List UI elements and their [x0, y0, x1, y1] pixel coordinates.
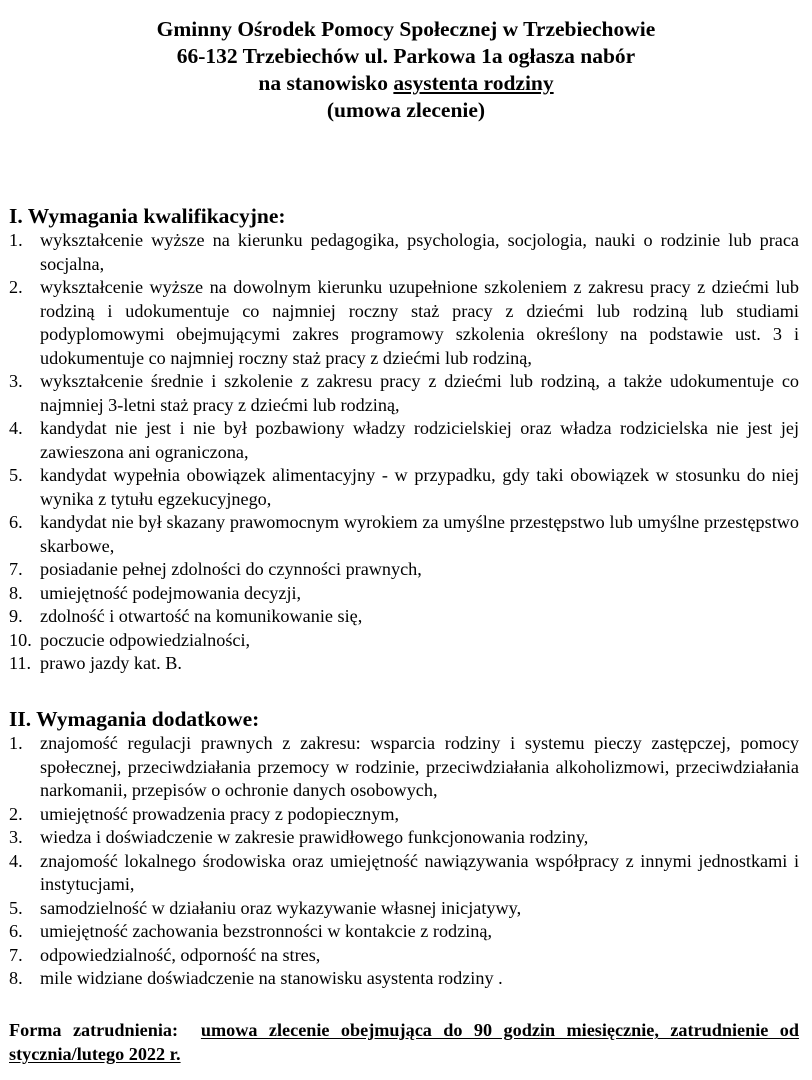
list-item	[9, 967, 799, 991]
list-number: 8.	[9, 968, 23, 988]
list-item	[9, 370, 799, 417]
list-number: 11.	[9, 653, 32, 673]
list-number: 1.	[9, 230, 23, 250]
document-header	[0, 16, 812, 124]
section-title: II. Wymagania dodatkowe:	[9, 707, 260, 731]
list-text: zdolność i otwartość na komunikowanie się,	[40, 606, 363, 626]
list-text: znajomość lokalnego środowiska oraz umiejętność nawiązywania współpracy z innymi jednostkami i instytucjami,	[40, 850, 799, 894]
section-title: I. Wymagania kwalifikacyjne:	[9, 204, 286, 228]
list-item	[9, 229, 799, 276]
list-text: znajomość regulacji prawnych z zakresu: wsparcia rodziny i systemu pieczy zastępczej, pomocy społecznej, przeciwdziałania przemocy w rodzinie, przeciwdziałania alkoholizmowi, przeciwdziałania narkomanii, przepisów o ochronie danych osobowych,	[40, 733, 799, 800]
list-item	[9, 629, 799, 653]
list-number: 7.	[9, 559, 23, 579]
list-text: poczucie odpowiedzialności,	[40, 629, 251, 650]
header-organization: Gminny Ośrodek Pomocy Społecznej w Trzebiechowie	[156, 17, 656, 41]
list-number: 7.	[9, 944, 23, 965]
list-text: odpowiedzialność, odporność na stres,	[40, 944, 321, 965]
list-item	[9, 276, 799, 370]
list-text: wykształcenie wyższe na dowolnym kierunku uzupełnione szkoleniem z zakresu pracy z dziećmi lub rodziną i udokumentuje co najmniej roczny staż pracy z dziećmi lub rodziną lub studiami podyplomowymi obejmującymi zakres programowy szkolenia określony na podstawie ust. 3 i udokumentuje co najmniej roczny staż pracy z dziećmi lub rodziną,	[40, 277, 799, 368]
list-number: 5.	[9, 897, 23, 918]
list-item	[9, 582, 799, 606]
list-text: umiejętność podejmowania decyzji,	[40, 582, 302, 603]
list-text: wykształcenie wyższe na kierunku pedagogika, psychologia, socjologia, nauki o rodzinie lub praca socjalna,	[40, 230, 799, 274]
list-item	[9, 417, 799, 464]
list-number: 10.	[9, 629, 32, 650]
list-text: kandydat nie jest i nie był pozbawiony władzy rodzicielskiej oraz władza rodzicielska nie jest jej zawieszona ani ograniczona,	[40, 418, 799, 462]
employment-form	[9, 1018, 799, 1066]
list-item	[9, 558, 799, 582]
list-item	[9, 652, 799, 676]
list-number: 6.	[9, 921, 23, 941]
list-item	[9, 826, 799, 850]
requirements-list	[9, 732, 799, 991]
list-text: posiadanie pełnej zdolności do czynności prawnych,	[40, 559, 422, 579]
list-text: wykształcenie średnie i szkolenie z zakresu pracy z dziećmi lub rodziną, a także udokumentuje co najmniej 3-letni staż pracy z dziećmi lub rodziną,	[40, 371, 799, 415]
list-item	[9, 732, 799, 803]
list-text: kandydat wypełnia obowiązek alimentacyjny - w przypadku, gdy taki obowiązek w stosunku do niej wynika z tytułu egzekucyjnego,	[40, 465, 799, 509]
list-number: 3.	[9, 827, 23, 847]
list-number: 6.	[9, 512, 23, 532]
list-text: samodzielność w działaniu oraz wykazywanie własnej inicjatywy,	[40, 897, 522, 918]
section-qualification-requirements	[9, 203, 799, 676]
list-item	[9, 850, 799, 897]
employment-form-value: umowa zlecenie obejmująca do 90 godzin miesięcznie, zatrudnienie od stycznia/lutego 2022 r.	[9, 1020, 799, 1064]
list-item	[9, 944, 799, 968]
list-number: 2.	[9, 803, 23, 824]
list-number: 9.	[9, 606, 23, 626]
list-item	[9, 920, 799, 944]
list-text: mile widziane doświadczenie na stanowisku asystenta rodziny .	[40, 968, 503, 988]
list-item	[9, 464, 799, 511]
list-item	[9, 897, 799, 921]
list-number: 8.	[9, 582, 23, 603]
list-text: wiedza i doświadczenie w zakresie prawidłowego funkcjonowania rodziny,	[40, 827, 589, 847]
requirements-list	[9, 229, 799, 676]
list-number: 4.	[9, 418, 23, 438]
employment-form-label: Forma zatrudnienia:	[9, 1020, 179, 1040]
list-text: umiejętność zachowania bezstronności w kontakcie z rodziną,	[40, 921, 492, 941]
list-text: prawo jazdy kat. B.	[40, 653, 182, 673]
list-number: 2.	[9, 277, 23, 297]
list-item	[9, 605, 799, 629]
header-contract-type: (umowa zlecenie)	[326, 98, 486, 122]
list-number: 5.	[9, 465, 23, 485]
list-number: 4.	[9, 850, 23, 871]
list-item	[9, 511, 799, 558]
header-position-prefix: na stanowisko	[258, 71, 394, 95]
list-number: 1.	[9, 733, 23, 753]
section-additional-requirements	[9, 706, 799, 991]
header-address-announcement: 66-132 Trzebiechów ul. Parkowa 1a ogłasza nabór	[176, 44, 636, 68]
header-position	[0, 70, 812, 97]
list-text: kandydat nie był skazany prawomocnym wyrokiem za umyślne przestępstwo lub umyślne przestępstwo skarbowe,	[40, 512, 799, 556]
list-item	[9, 803, 799, 827]
list-number: 3.	[9, 371, 23, 391]
list-text: umiejętność prowadzenia pracy z podopiecznym,	[40, 803, 400, 824]
header-position-title: asystenta rodziny	[393, 71, 554, 95]
